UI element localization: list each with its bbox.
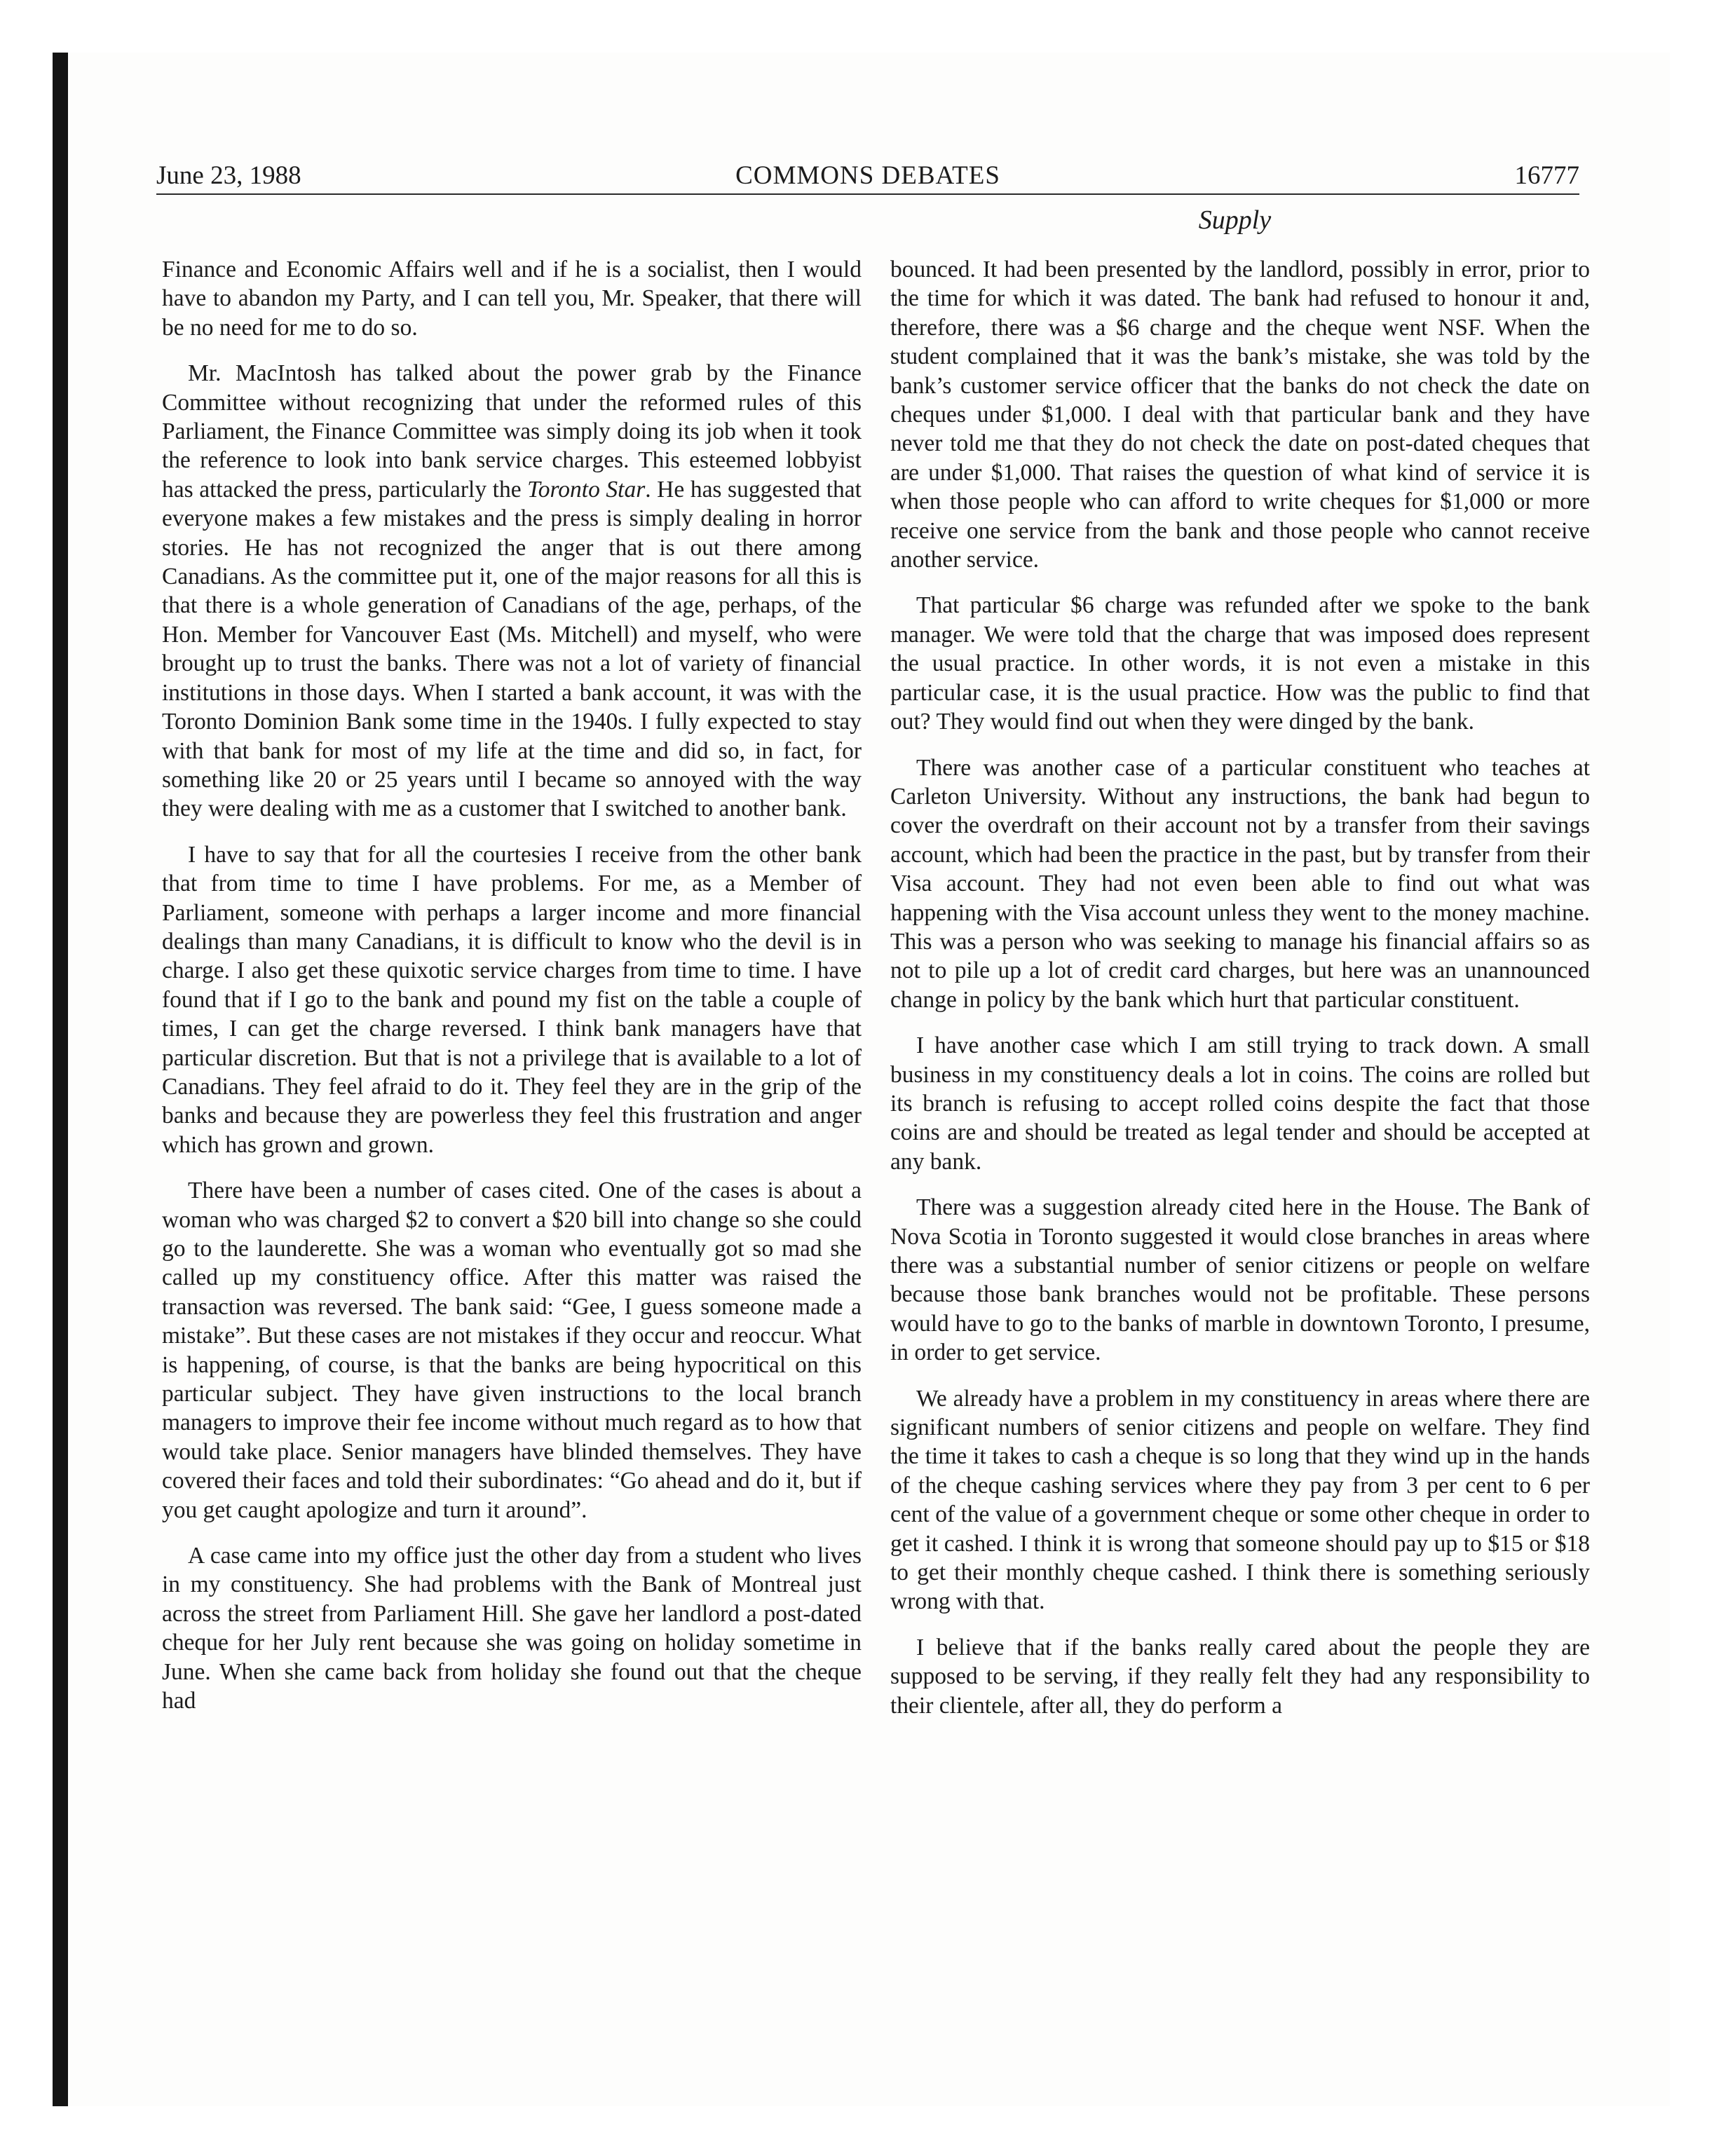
paragraph: I have another case which I am still trying to track down. A small business in my constituency deals a lot in coins. The coins are rolled but its branch is refusing to accept rolled coins despite the fact that those coins are and should be treated as legal tender and should be accepted at any bank. <box>890 1032 1590 1175</box>
paragraph: There have been a number of cases cited. One of the cases is about a woman who was charged $2 to convert a $20 bill into change so she could go to the launderette. She was a woman who eventually got so mad she called up my constituency office. After this matter was raised the transaction was reversed. The bank said: “Gee, I guess someone made a mistake”. But these cases are not mistakes if they occur and reoccur. What is happening, of course, is that the banks are being hypocritical on this particular subject. They have given instructions to the local branch managers to improve their fee income without much regard as to how that would take place. Senior managers have blinded themselves. They have covered their faces and told their subordinates: “Go ahead and do it, but if you get caught apologize and turn it around”. <box>162 1178 862 1523</box>
section-title: Supply <box>1198 205 1272 235</box>
paragraph: That particular $6 charge was refunded after we spoke to the bank manager. We were told that the charge that was imposed does represent the usual practice. In other words, it is not even a mistake in this particular case, it is the usual practice. How was the public to find that out? They would find out when they were dinged by the bank. <box>890 592 1590 735</box>
paragraph: Finance and Economic Affairs well and if he is a socialist, then I would have to abandon my Party, and I can tell you, Mr. Speaker, that there will be no need for me to do so. <box>162 257 862 341</box>
paragraph: bounced. It had been presented by the landlord, possibly in error, prior to the time for which it was dated. The bank had refused to honour it and, therefore, there was a $6 charge and the cheque went NSF. When the student complained that it was the bank’s mistake, she was told by the bank’s customer service officer that the banks do not check the date on cheques under $1,000. I deal with that particular bank and they have never told me that they do not check the date on post-dated cheques that are under $1,000. That raises the question of what kind of service it is when those people who can afford to write cheques for $1,000 or more receive one service from the bank and those people who cannot receive another service. <box>890 257 1590 573</box>
text-column-right <box>890 255 1590 1737</box>
header-date: June 23, 1988 <box>156 161 301 190</box>
paragraph <box>162 359 862 824</box>
paragraph: I have to say that for all the courtesies I receive from the other bank that from time to time I have problems. For me, as a Member of Parliament, someone with perhaps a larger income and more financial dealings than many Canadians, it is difficult to know who the devil is in charge. I also get these quixotic service charges from time to time. I have found that if I go to the bank and pound my fist on the table a couple of times, I can get the charge reversed. I think bank managers have that particular discretion. But that is not a privilege that is available to a lot of Canadians. They feel afraid to do it. They feel they are in the grip of the banks and because they are powerless they feel this frustration and anger which has grown and grown. <box>162 841 862 1158</box>
page-header <box>156 154 1579 195</box>
paragraph-text: . He has suggested that everyone makes a few mistakes and the press is simply dealing in horror stories. He has not recognized the anger that is out there among Canadians. As the committee put it, one of the major reasons for all this is that there is a whole generation of Canadians of the age, perhaps, of the Hon. Member for Vancouver East (Ms. Mitchell) and myself, who were brought up to trust the banks. There was not a lot of variety of financial institutions in those days. When I started a bank account, it was with the Toronto Dominion Bank some time in the 1940s. I fully expected to stay with that bank for most of my life at the time and did so, in fact, for something like 20 or 25 years until I became so annoyed with the way they were dealing with me as a customer that I switched to another bank. <box>162 476 862 822</box>
header-publication-title: COMMONS DEBATES <box>735 161 1000 190</box>
paragraph-text: Mr. MacIntosh has talked about the power grab by the Finance Committee without recognizing that under the reformed rules of this Parliament, the Finance Committee was simply doing its job when it took the reference to look into bank service charges. This esteemed lobbyist has attacked the press, particularly the <box>162 360 862 503</box>
newspaper-title: Toronto Star <box>527 476 646 503</box>
scan-border <box>53 53 68 2106</box>
paragraph: We already have a problem in my constituency in areas where there are significant numbers of senior citizens and people on welfare. They find the time it takes to cash a cheque is so long that they wind up in the hands of the cheque cashing services where they pay from 3 per cent to 6 per cent of the value of a government cheque or some other cheque in order to get it cashed. I think it is wrong that someone should pay up to $15 or $18 to get their monthly cheque cashed. I think there is something seriously wrong with that. <box>890 1385 1590 1615</box>
text-column-left <box>162 255 862 1733</box>
header-page-number: 16777 <box>1514 161 1579 190</box>
paragraph: There was another case of a particular constituent who teaches at Carleton University. Without any instructions, the bank had begun to cover the overdraft on their account not by a transfer from their savings account, which had been the practice in the past, but by transfer from their Visa account. They had not even been able to find out what was happening with the Visa account unless they went to the money machine. This was a person who was seeking to manage his financial affairs so as not to pile up a lot of credit card charges, but here was an unannounced change in policy by the bank which hurt that particular constituent. <box>890 754 1590 1013</box>
paragraph: I believe that if the banks really cared about the people they are supposed to be serving, if they really felt they had any responsibility to their clientele, after all, they do perform a <box>890 1634 1590 1719</box>
paragraph: A case came into my office just the other day from a student who lives in my constituency. She had problems with the Bank of Montreal just across the street from Parliament Hill. She gave her landlord a post-dated cheque for her July rent because she was going on holiday sometime in June. When she came back from holiday she found out that the cheque had <box>162 1543 862 1714</box>
paragraph: There was a suggestion already cited here in the House. The Bank of Nova Scotia in Toronto suggested it would close branches in areas where there was a substantial number of senior citizens or people on welfare because those bank branches would not be profitable. These persons would have to go to the banks of marble in downtown Toronto, I presume, in order to get service. <box>890 1194 1590 1366</box>
